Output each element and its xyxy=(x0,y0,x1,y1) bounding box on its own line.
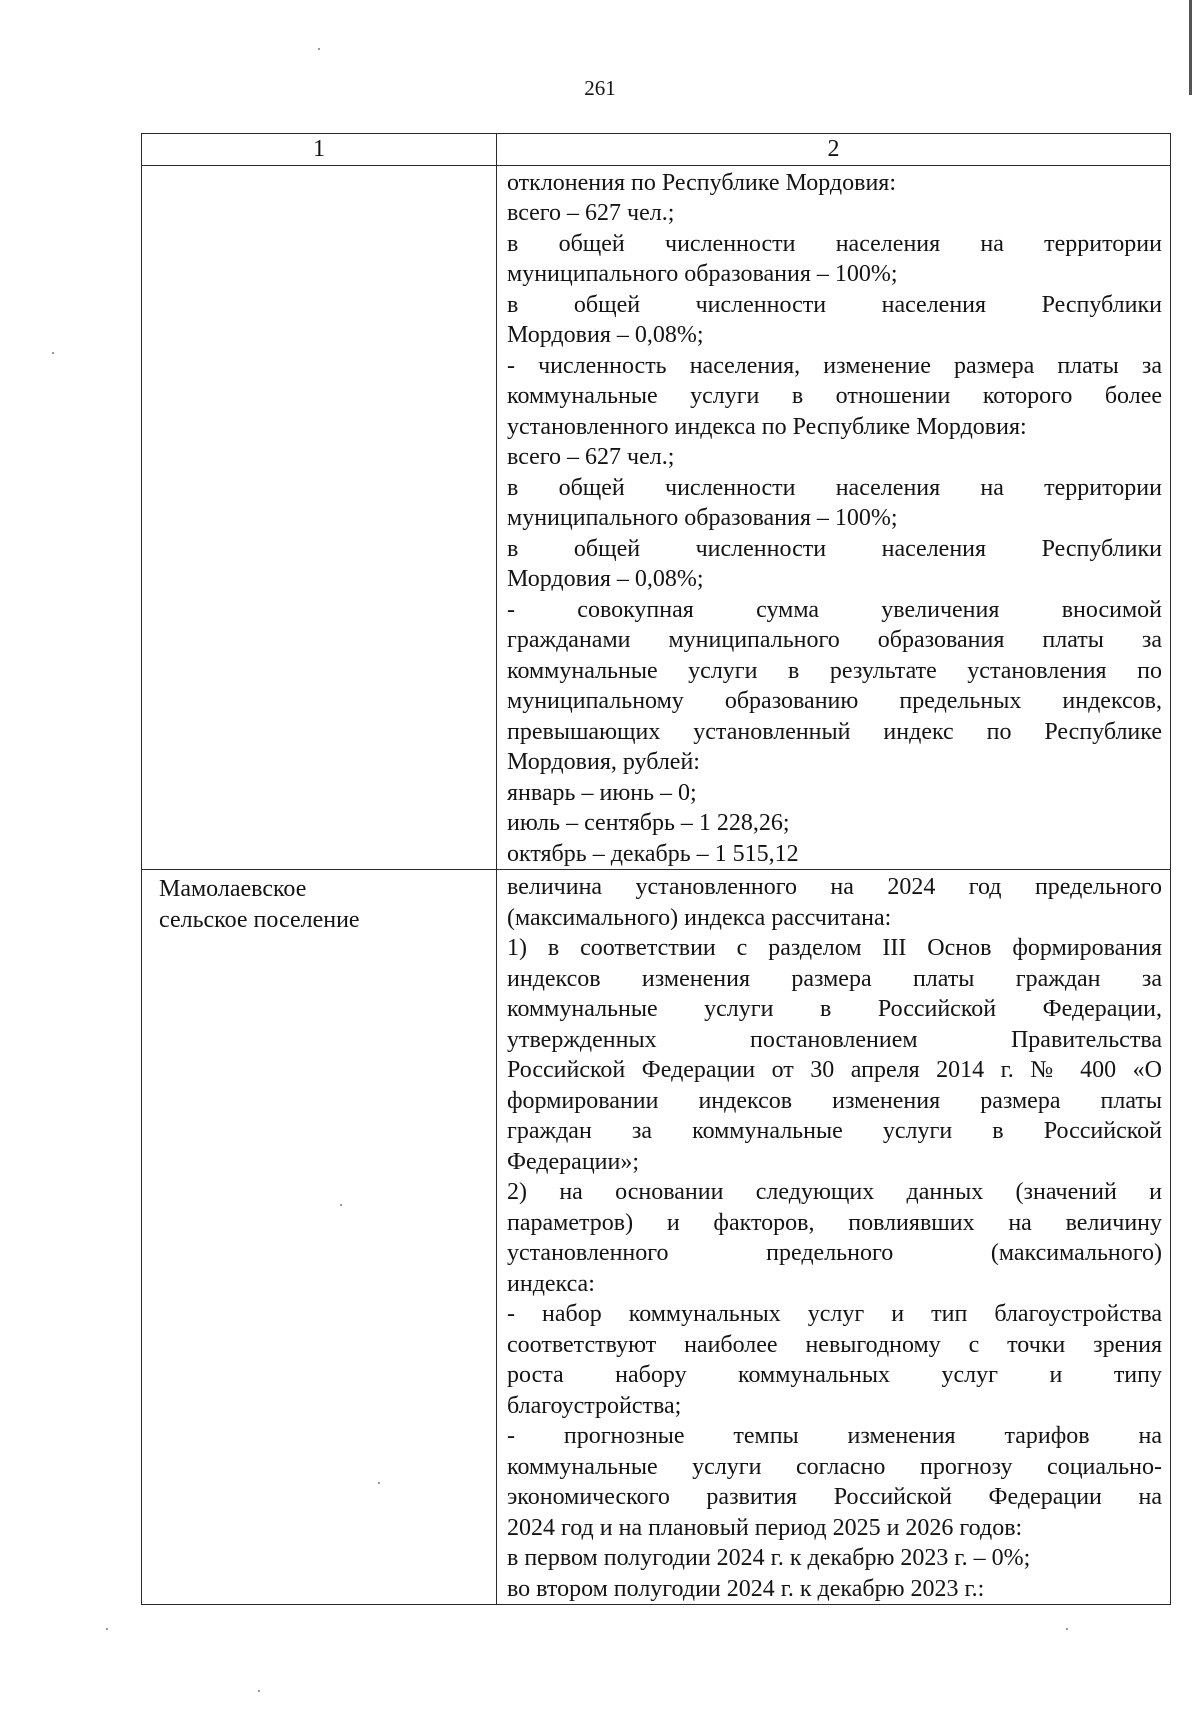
text-line: гражданами муниципального образования платы за xyxy=(507,627,1162,653)
text-line: Мордовия, рублей: xyxy=(507,749,700,775)
text-line: Мордовия – 0,08%; xyxy=(507,566,704,592)
text-line: в общей численности населения на территории xyxy=(507,230,1162,257)
text-line: в общей численности населения Республики xyxy=(507,535,1162,562)
table-header-row xyxy=(142,134,1171,166)
text-line: 1) в соответствии с разделом III Основ формирования xyxy=(507,935,1162,961)
text-line: благоустройства; xyxy=(507,1392,682,1419)
text-line: Федерации»; xyxy=(507,1148,640,1175)
text-line: величина установленного на 2024 год предельного xyxy=(507,874,1162,900)
scan-speck xyxy=(340,1204,342,1206)
table-row xyxy=(142,870,1171,1605)
text-line: соответствуют наиболее невыгодному с точки зрения xyxy=(507,1331,1162,1358)
text-line: роста набору коммунальных услуг и типу xyxy=(507,1362,1162,1388)
text-line: в первом полугодии 2024 г. к декабрю 2023 г. – 0%; xyxy=(507,1545,1031,1571)
text-line: 2024 год и на плановый период 2025 и 2026 годов: xyxy=(507,1514,1023,1541)
text-line: индекса: xyxy=(507,1270,595,1297)
scan-speck xyxy=(378,1482,380,1484)
scan-speck xyxy=(106,1628,108,1630)
text-line: 2) на основании следующих данных (значений и xyxy=(507,1179,1162,1205)
text-line: в общей численности населения на территории xyxy=(507,474,1162,501)
text-line: коммунальные услуги согласно прогнозу социально- xyxy=(507,1453,1162,1480)
text-line: октябрь – декабрь – 1 515,12 xyxy=(507,840,799,867)
document-table xyxy=(141,133,1171,1605)
text-line: - численность населения, изменение размера платы за xyxy=(507,352,1162,379)
row1-description-cell xyxy=(497,165,1171,870)
text-line: установленного индекса по Республике Мордовия: xyxy=(507,413,1027,440)
text-line: коммунальные услуги в отношении которого более xyxy=(507,383,1162,409)
text-line: во втором полугодии 2024 г. к декабрю 2023 г.: xyxy=(507,1575,985,1602)
text-line: - совокупная сумма увеличения вносимой xyxy=(507,596,1162,623)
text-line: (максимального) индекса рассчитана: xyxy=(507,904,892,931)
text-line: коммунальные услуги в Российской Федерации, xyxy=(507,996,1162,1022)
scan-speck xyxy=(258,1690,260,1692)
text-line: всего – 627 чел.; xyxy=(507,200,675,226)
text-line: муниципального образования – 100%; xyxy=(507,505,898,531)
text-line: - набор коммунальных услуг и тип благоустройства xyxy=(507,1301,1162,1327)
text-line: январь – июнь – 0; xyxy=(507,779,697,806)
row1-municipality-cell xyxy=(142,165,497,870)
text-line: экономического развития Российской Федерации на xyxy=(507,1484,1162,1510)
text-line: муниципальному образованию предельных индексов, xyxy=(507,688,1162,714)
text-line: Мордовия – 0,08%; xyxy=(507,322,704,348)
column-header-1: 1 xyxy=(142,134,497,166)
text-line: Российской Федерации от 30 апреля 2014 г. № 400 «О xyxy=(507,1057,1162,1083)
text-line: - прогнозные темпы изменения тарифов на xyxy=(507,1423,1162,1449)
text-line: всего – 627 чел.; xyxy=(507,444,675,470)
row2-description-cell xyxy=(497,870,1171,1605)
text-line: утвержденных постановлением Правительства xyxy=(507,1026,1162,1053)
text-line: коммунальные услуги в результате установления по xyxy=(507,657,1162,684)
text-line: июль – сентябрь – 1 228,26; xyxy=(507,810,790,836)
text-line: установленного предельного (максимального) xyxy=(507,1240,1162,1266)
text-line: сельское поселение xyxy=(159,906,360,933)
scan-speck xyxy=(318,48,320,50)
row2-municipality-cell xyxy=(142,870,497,1605)
scan-speck xyxy=(52,352,54,354)
text-line: отклонения по Республике Мордовия: xyxy=(507,169,897,196)
text-line: формировании индексов изменения размера платы xyxy=(507,1087,1162,1114)
scan-speck xyxy=(1066,1628,1068,1630)
text-line: превышающих установленный индекс по Республике xyxy=(507,718,1162,745)
text-line: параметров) и факторов, повлиявших на величину xyxy=(507,1209,1162,1236)
text-line: муниципального образования – 100%; xyxy=(507,261,898,287)
table-row xyxy=(142,165,1171,870)
page-number: 261 xyxy=(584,76,616,100)
text-line: граждан за коммунальные услуги в Российской xyxy=(507,1118,1162,1144)
column-header-2: 2 xyxy=(497,134,1171,166)
text-line: Мамолаевское xyxy=(159,876,307,902)
text-line: индексов изменения размера платы граждан за xyxy=(507,965,1162,992)
text-line: в общей численности населения Республики xyxy=(507,291,1162,318)
